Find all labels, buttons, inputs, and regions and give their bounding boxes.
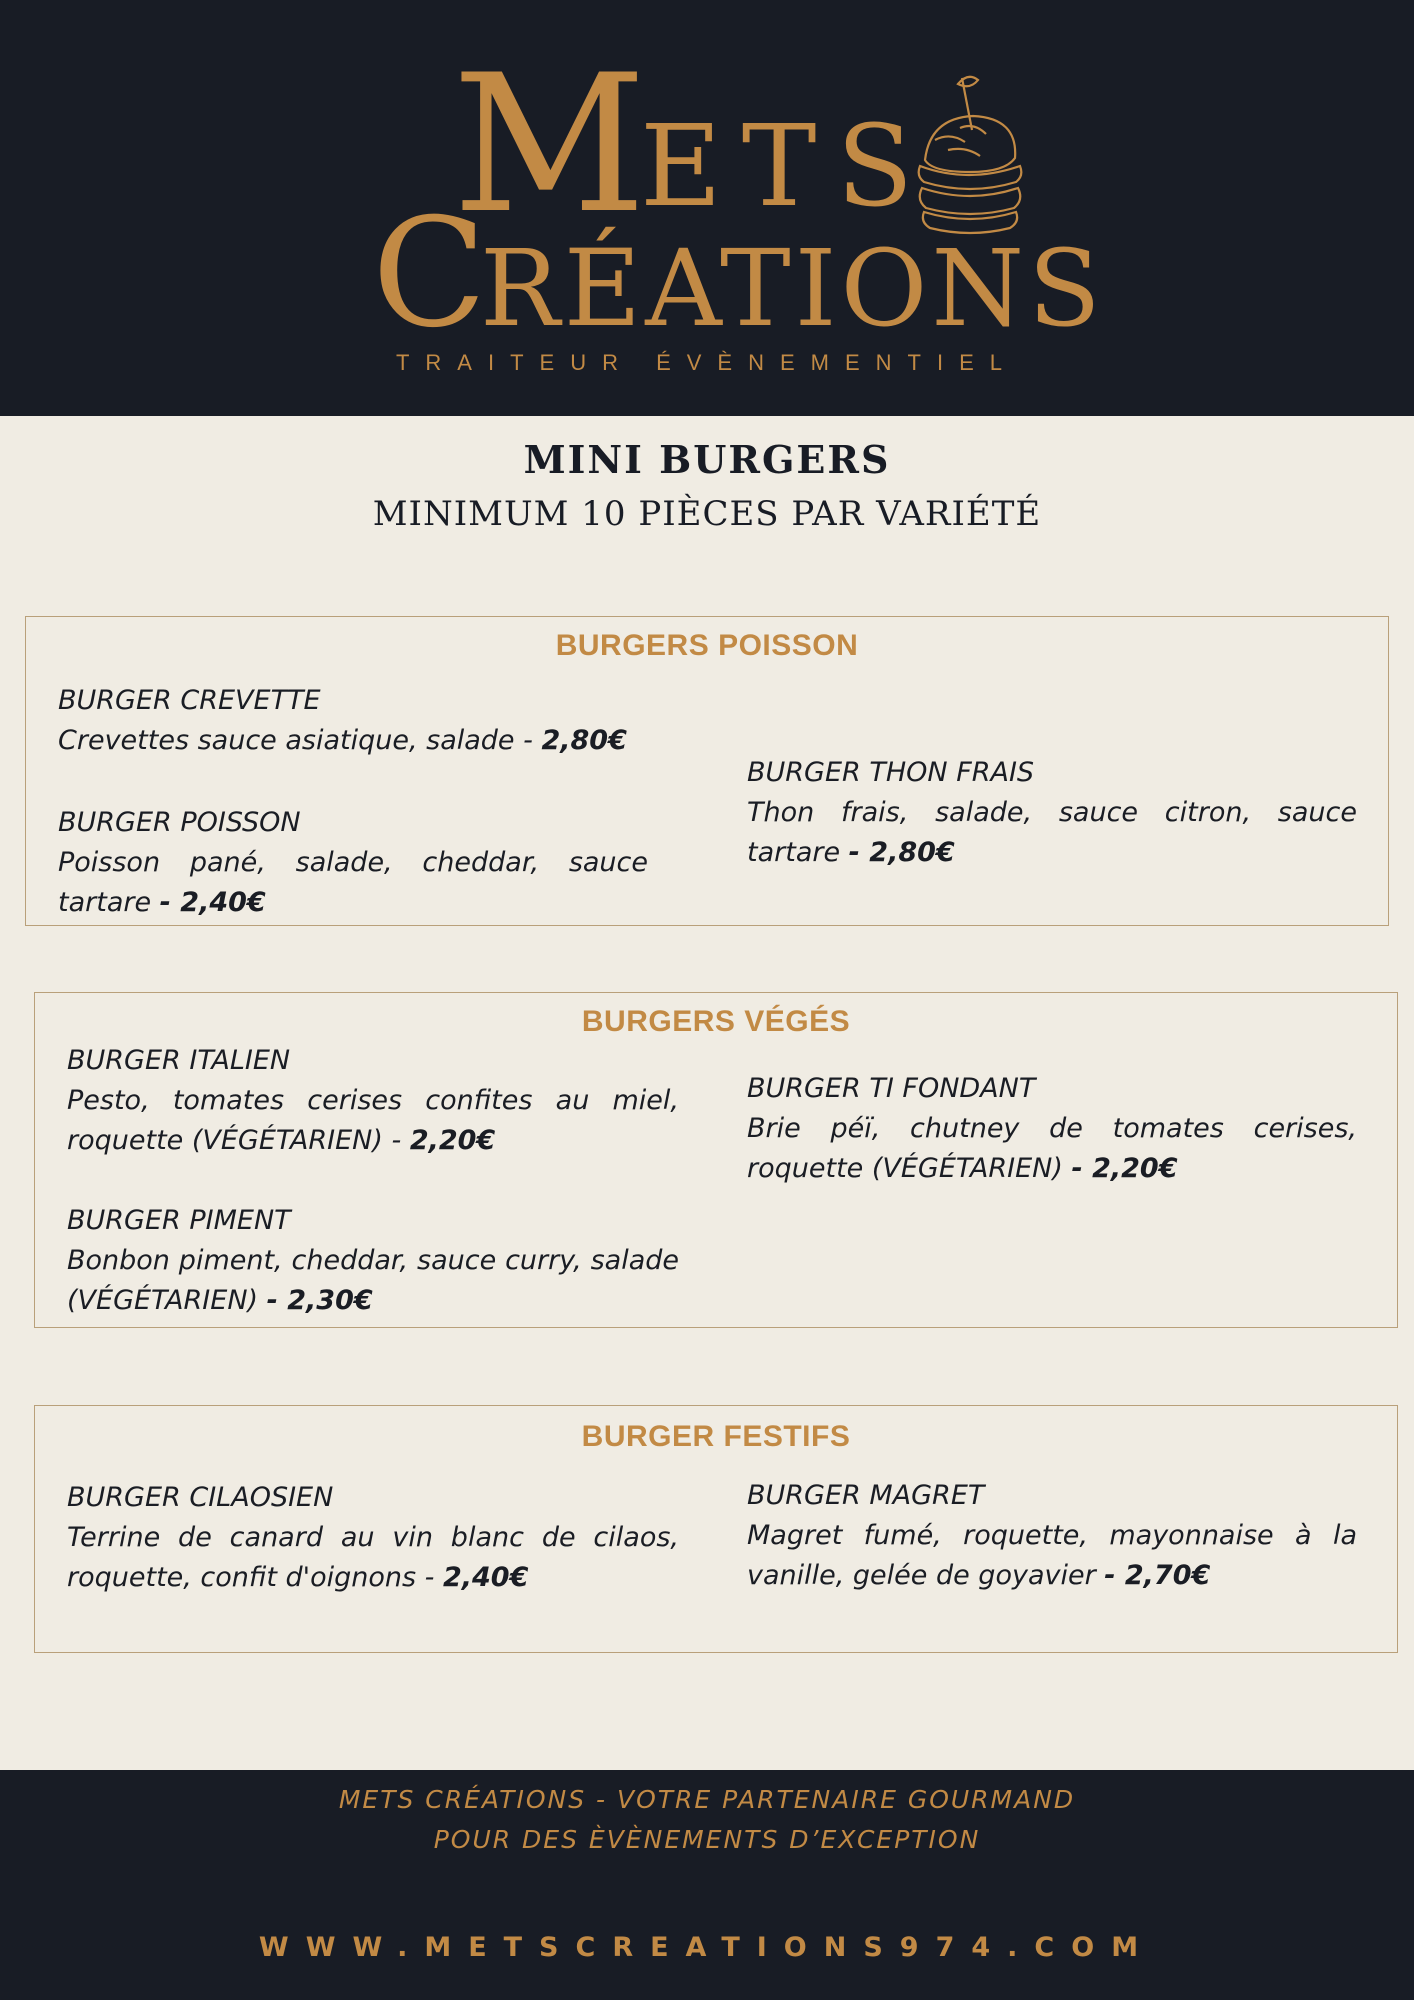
item-price: - 2,20€	[1071, 1153, 1178, 1184]
section-title: BURGER FESTIFS	[581, 1420, 851, 1453]
section-burgers-festifs	[34, 1405, 1398, 1653]
logo-word-mets-rest: ETS	[640, 102, 934, 232]
footer-tagline-line1: METS CRÉATIONS - VOTRE PARTENAIRE GOURMAND	[338, 1785, 1076, 1814]
item-description: Brie péï, chutney de tomates cerises, roquette (VÉGÉTARIEN) - 2,20€	[747, 1113, 1357, 1184]
item-description: Poisson pané, salade, cheddar, sauce tartare - 2,40€	[58, 847, 648, 918]
item-price: 2,20€	[409, 1125, 496, 1156]
section-title: BURGERS POISSON	[555, 629, 859, 662]
logo-word-creations-rest: RÉATIONS	[480, 227, 1105, 350]
item-description: Bonbon piment, cheddar, sauce curry, salade (VÉGÉTARIEN) - 2,30€	[67, 1245, 679, 1316]
footer-tagline-line2: POUR DES ÈVÈNEMENTS D’EXCEPTION	[433, 1825, 981, 1854]
item-name: BURGER TI FONDANT	[747, 1073, 1036, 1104]
page-title: MINI BURGERS	[523, 437, 891, 482]
item-name: BURGER ITALIEN	[67, 1045, 291, 1076]
section-burgers-poisson	[25, 616, 1389, 926]
menu-item	[747, 1069, 1357, 1189]
mini-burger-illustration-icon	[919, 77, 1022, 233]
logo-tagline: TRAITEUR ÉVÈNEMENTIEL	[395, 350, 1019, 375]
item-name: BURGER POISSON	[58, 807, 301, 838]
menu-item	[58, 803, 648, 923]
page-subtitle: MINIMUM 10 PIÈCES PAR VARIÉTÉ	[372, 494, 1042, 534]
section-burgers-veges	[34, 992, 1398, 1328]
menu-item	[747, 1476, 1357, 1596]
item-description: Magret fumé, roquette, mayonnaise à la vanille, gelée de goyavier - 2,70€	[747, 1520, 1357, 1591]
item-price: - 2,30€	[266, 1285, 373, 1316]
item-name: BURGER THON FRAIS	[747, 757, 1035, 788]
logo-initial-c: C	[372, 187, 487, 361]
item-name: BURGER PIMENT	[67, 1205, 291, 1236]
brand-logo	[0, 0, 1414, 416]
menu-item	[58, 681, 648, 761]
item-price: 2,40€	[442, 1562, 529, 1593]
menu-heading	[0, 434, 1414, 540]
menu-item	[747, 753, 1357, 873]
item-description: Terrine de canard au vin blanc de cilaos, roquette, confit d'oignons - 2,40€	[67, 1522, 679, 1593]
menu-item	[67, 1041, 679, 1161]
item-price: - 2,70€	[1104, 1560, 1211, 1591]
menu-item	[67, 1478, 679, 1598]
header-banner	[0, 0, 1414, 416]
item-description: Thon frais, salade, sauce citron, sauce tartare - 2,80€	[747, 797, 1357, 868]
menu-item	[67, 1201, 679, 1321]
logo-initial-m: M	[452, 34, 647, 255]
item-name: BURGER CILAOSIEN	[67, 1482, 334, 1513]
item-description: Crevettes sauce asiatique, salade - 2,80€	[58, 725, 627, 756]
item-name: BURGER CREVETTE	[58, 685, 321, 716]
item-description: Pesto, tomates cerises confites au miel, roquette (VÉGÉTARIEN) - 2,20€	[67, 1085, 679, 1156]
item-price: - 2,40€	[159, 887, 266, 918]
footer-banner	[0, 1770, 1414, 2000]
section-title: BURGERS VÉGÉS	[581, 1005, 851, 1038]
item-name: BURGER MAGRET	[747, 1480, 985, 1511]
item-price: - 2,80€	[848, 837, 955, 868]
website-link[interactable]: WWW.METSCREATIONS974.COM	[258, 1932, 1156, 1963]
item-price: 2,80€	[541, 725, 627, 756]
